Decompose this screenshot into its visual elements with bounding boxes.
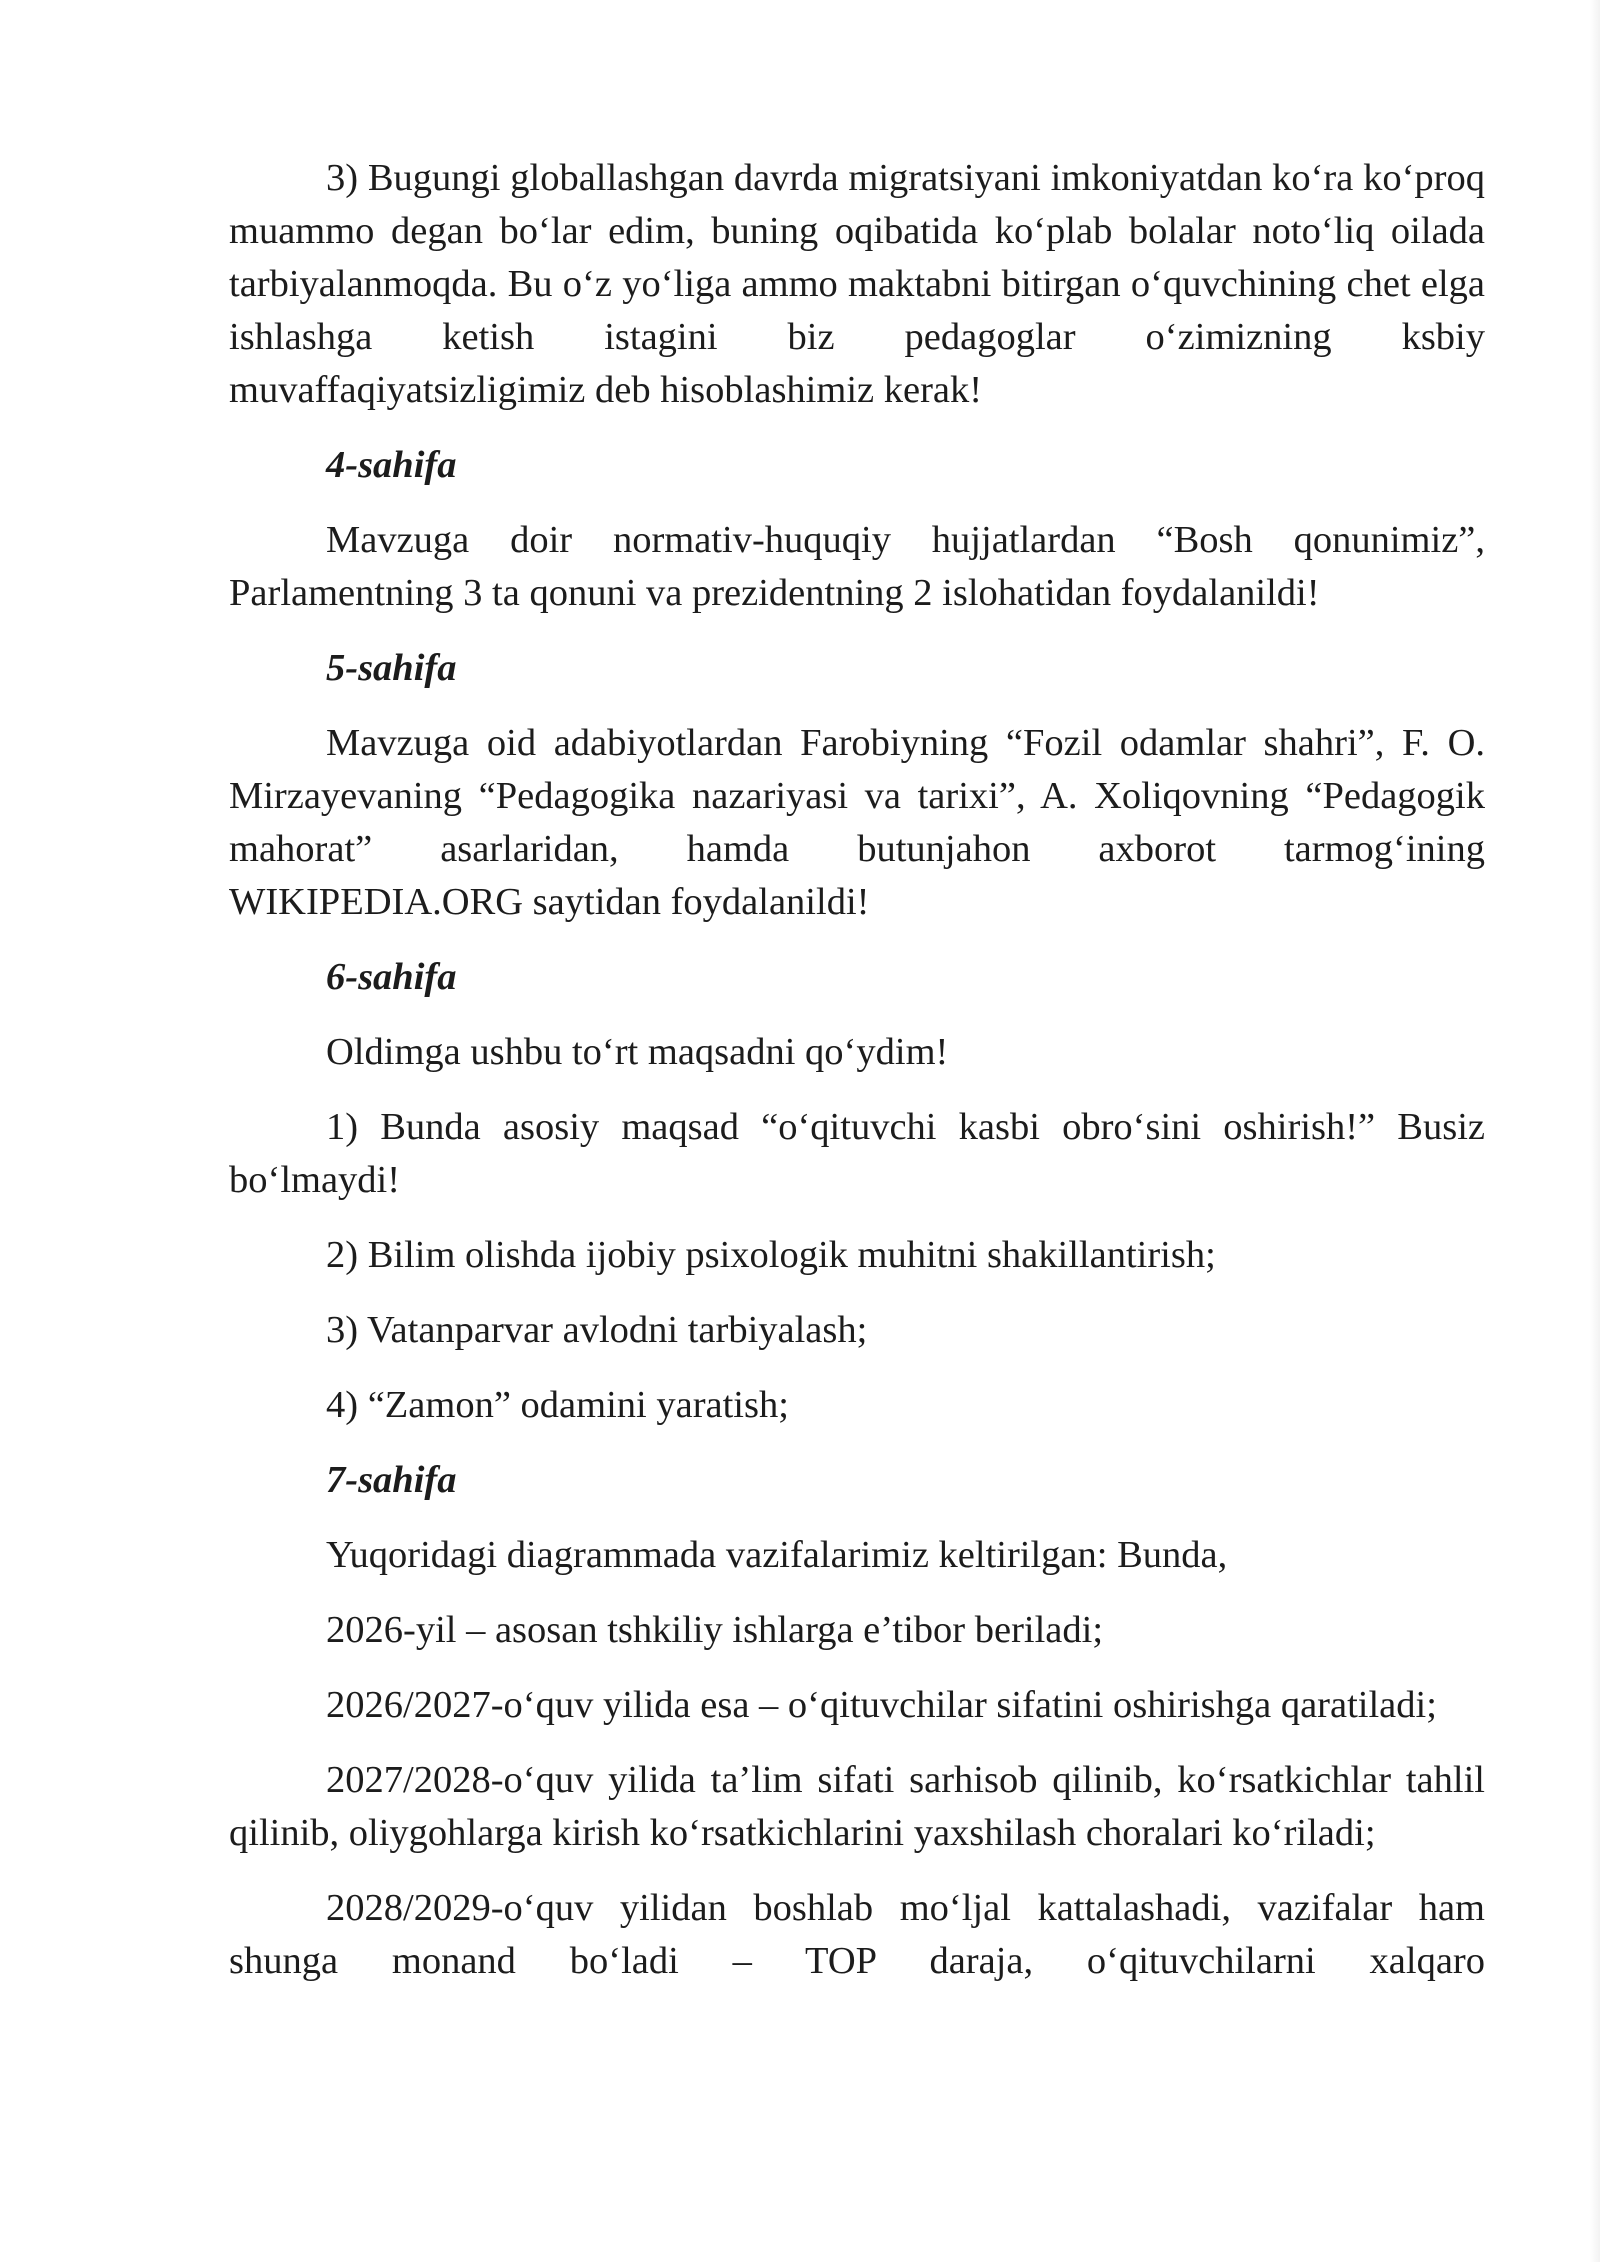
goal-item-4: 4) “Zamon” odamini yaratish; <box>326 1384 789 1426</box>
document-page <box>229 152 1485 2010</box>
task-2027-2028: 2027/2028-o‘quv yilida ta’lim sifati sarhisob qilinib, ko‘rsatkichlar tahlil qilinib, oliygohlarga kirish ko‘rsatkichlarini yaxshilash choralari ko‘riladi; <box>229 1759 1485 1854</box>
page-heading-7: 7-sahifa <box>326 1459 457 1501</box>
page-heading-4: 4-sahifa <box>326 444 457 486</box>
paragraph-legal-documents: Mavzuga doir normativ-huquqiy hujjatlardan “Bosh qonunimiz”, Parlamentning 3 ta qonuni va prezidentning 2 islohatidan foydalanildi! <box>229 519 1485 614</box>
paragraph-diagram-intro: Yuqoridagi diagrammada vazifalarimiz keltirilgan: Bunda, <box>326 1534 1228 1576</box>
paragraph-goals-intro: Oldimga ushbu to‘rt maqsadni qo‘ydim! <box>326 1031 949 1073</box>
goal-item-1: 1) Bunda asosiy maqsad “o‘qituvchi kasbi obro‘sini oshirish!” Busiz bo‘lmaydi! <box>229 1106 1485 1201</box>
goal-item-3: 3) Vatanparvar avlodni tarbiyalash; <box>326 1309 868 1351</box>
page-edge-shadow <box>1590 0 1600 2262</box>
task-2026-2027: 2026/2027-o‘quv yilida esa – o‘qituvchilar sifatini oshirishga qaratiladi; <box>326 1684 1437 1726</box>
task-2026: 2026-yil – asosan tshkiliy ishlarga e’tibor beriladi; <box>326 1609 1104 1651</box>
page-heading-5: 5-sahifa <box>326 647 457 689</box>
paragraph-literature: Mavzuga oid adabiyotlardan Farobiyning “Fozil odamlar shahri”, F. O. Mirzayevaning “Pedagogika nazariyasi va tarixi”, A. Xoliqovning “Pedagogik mahorat” asarlaridan, hamda butunjahon axborot tarmog‘ining WIKIPEDIA.ORG saytidan foydalanildi! <box>229 722 1485 923</box>
page-heading-6: 6-sahifa <box>326 956 457 998</box>
paragraph-migration: 3) Bugungi globallashgan davrda migratsiyani imkoniyatdan ko‘ra ko‘proq muammo degan bo‘lar edim, buning oqibatida ko‘plab bolalar noto‘liq oilada tarbiyalanmoqda. Bu o‘z yo‘liga ammo maktabni bitirgan o‘quvchining chet elga ishlashga ketish istagini biz pedagoglar o‘zimizning ksbiy muvaffaqiyatsizligimiz deb hisoblashimiz kerak! <box>229 157 1485 411</box>
goal-item-2: 2) Bilim olishda ijobiy psixologik muhitni shakillantirish; <box>326 1234 1216 1276</box>
task-2028-2029: 2028/2029-o‘quv yilidan boshlab mo‘ljal kattalashadi, vazifalar ham shunga monand bo‘ladi – TOP daraja, o‘qituvchilarni xalqaro <box>229 1887 1485 1982</box>
